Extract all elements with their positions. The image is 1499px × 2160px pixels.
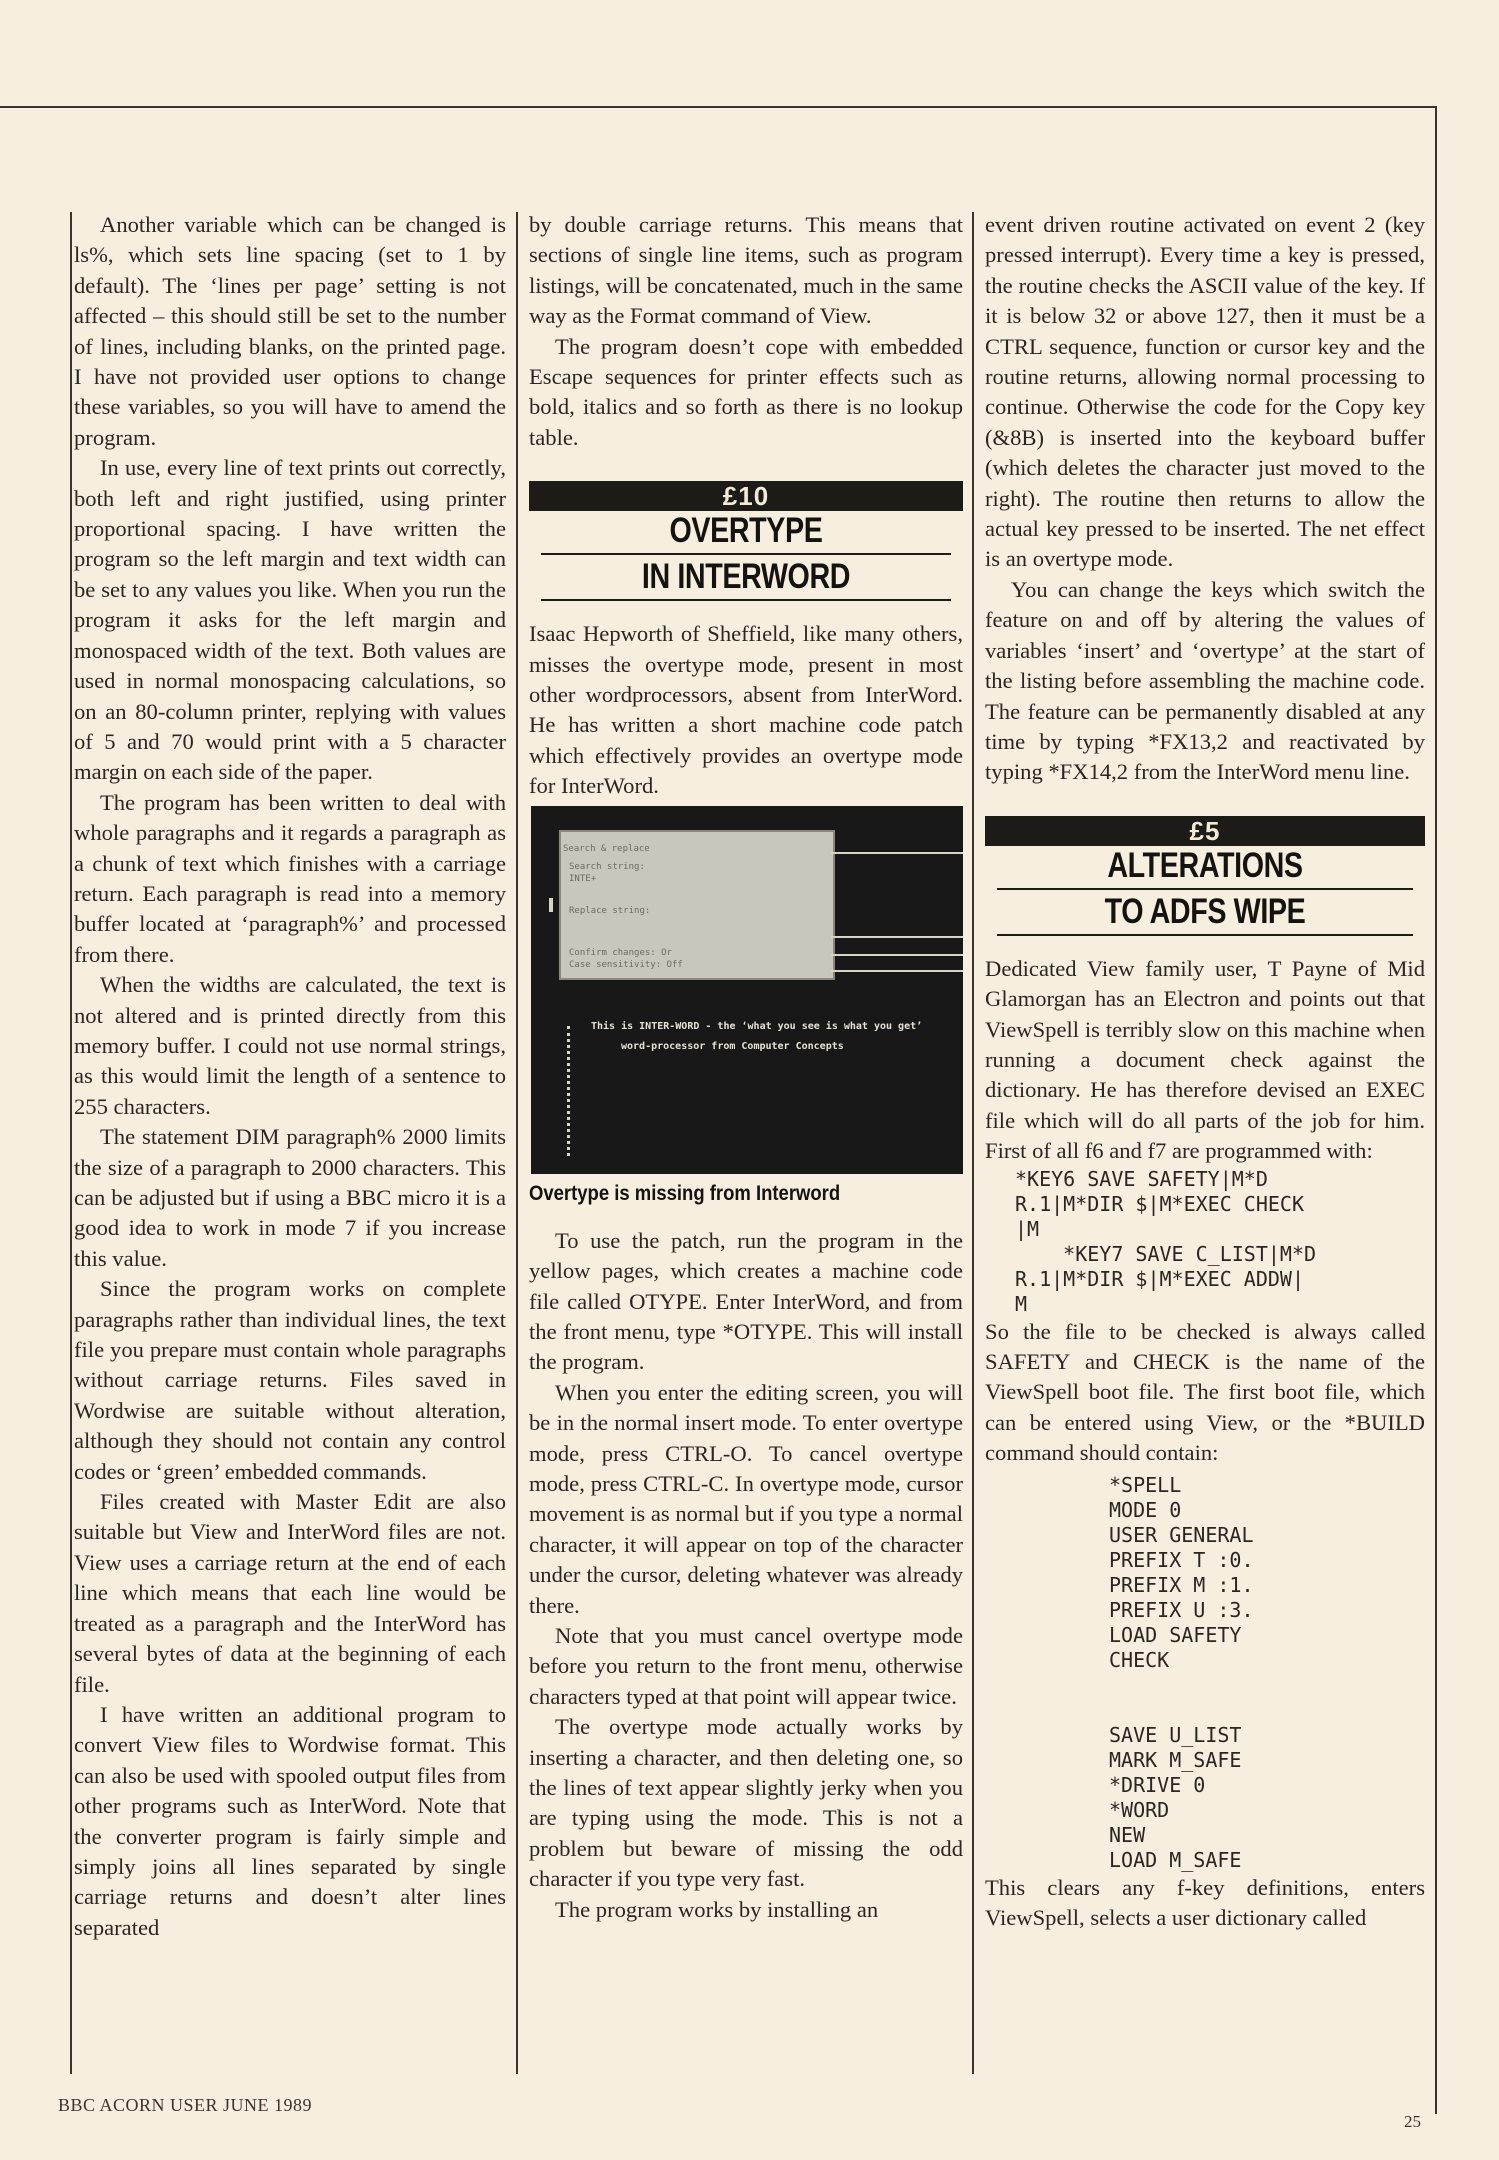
ruler-line — [831, 958, 963, 972]
paragraph: Isaac Hepworth of Sheffield, like many others, misses the overtype mode, present in most other wordprocessors, absent from InterWord. He has written a short machine code patch which effectively provides an overtype mode for InterWord. — [529, 621, 963, 799]
paragraph: The statement DIM paragraph% 2000 limits the size of a paragraph to 2000 characters. This can be adjusted but if using a BBC micro it is a good idea to work in mode 7 if you increase this value. — [74, 1124, 506, 1271]
top-rule — [0, 106, 1436, 108]
search-replace-dialog — [559, 830, 835, 980]
interword-screenshot — [531, 806, 963, 1174]
paragraph: The program works by installing an — [555, 1896, 879, 1922]
column-1 — [74, 210, 506, 1943]
exec-file-listing: *SPELL MODE 0 USER GENERAL PREFIX T :0. PREFIX M :1. PREFIX U :3. LOAD SAFETY CHECK SAVE U_LIST MARK M_SAFE *DRIVE 0 *WORD NEW LOAD M_SAFE — [1109, 1472, 1254, 1872]
search-value: INTE+ — [569, 873, 597, 884]
key6-listing: *KEY6 SAVE SAFETY|M*D R.1|M*DIR $|M*EXEC CHECK |M — [1015, 1166, 1304, 1241]
replace-label: Replace string: — [569, 905, 651, 916]
heading-divider — [541, 599, 951, 601]
ruler-line — [831, 852, 963, 854]
paragraph-markers — [567, 1026, 574, 1156]
paragraph: When the widths are calculated, the text is not altered and is printed directly from this memory buffer. I could not use normal strings, as this would limit the length of a sentence to 255 characters. — [74, 972, 506, 1119]
screen-text-line: This is INTER-WORD - the ‘what you see is what you get’ — [591, 1020, 923, 1032]
column-2 — [529, 210, 963, 1925]
paragraph: The overtype mode actually works by inserting a character, and then deleting one, so the lines of text appear slightly jerky when you are typing using the mode. This is not a problem but beware of missing the odd character if you type very fast. — [529, 1714, 963, 1892]
footer-publication: BBC ACORN USER JUNE 1989 — [58, 2095, 313, 2115]
paragraph: by double carriage returns. This means that sections of single line items, such as program listings, will be concatenated, much in the same way as the Format command of View. — [529, 212, 963, 329]
search-label: Search string: — [569, 861, 645, 872]
column-3 — [985, 210, 1425, 1933]
heading-line-1: OVERTYPE — [669, 511, 823, 551]
prize-banner: £5 — [985, 816, 1425, 846]
heading-divider — [997, 934, 1413, 936]
paragraph: event driven routine activated on event 2 (key pressed interrupt). Every time a key is pressed, the routine checks the ASCII value of the key. If it is below 32 or above 127, then it must be a CTRL sequence, function or cursor key and the routine returns, allowing normal processing to continue. Otherwise the code for the Copy key (&8B) is inserted into the keyboard buffer (which deletes the character just moved to the right). The routine then returns to allow the actual key pressed to be inserted. The net effect is an overtype mode. — [985, 212, 1425, 572]
paragraph: In use, every line of text prints out correctly, both left and right justified, using printer proportional spacing. I have written the program so the left margin and text width can be set to any values you like. When you run the program it asks for the left margin and monospaced width of the text. Both values are used in normal monospacing calculations, so on an 80-column printer, replying with values of 5 and 70 would print with a 5 character margin on each side of the paper. — [74, 455, 506, 785]
paragraph: The program has been written to deal with whole paragraphs and it regards a paragraph as a chunk of text which finishes with a carriage return. Each paragraph is read into a memory buffer located at ‘paragraph%’ and processed from there. — [74, 789, 506, 967]
heading-divider — [541, 553, 951, 555]
heading-divider — [997, 888, 1413, 890]
paragraph: So the file to be checked is always called SAFETY and CHECK is the name of the ViewSpell boot file. The first boot file, which can be entered using View, or the *BUILD command should contain: — [985, 1318, 1425, 1466]
paragraph: Dedicated View family user, T Payne of Mid Glamorgan has an Electron and points out that ViewSpell is terribly slow on this machine when running a document check against the dictionary. He has therefore devised an EXEC file which will do all parts of the job for him. First of all f6 and f7 are programmed with: — [985, 955, 1425, 1164]
prize-banner: £10 — [529, 481, 963, 511]
heading-line-2: TO ADFS WIPE — [1104, 891, 1306, 931]
key7-listing: *KEY7 SAVE C_LIST|M*D R.1|M*DIR $|M*EXEC ADDW| M — [1015, 1241, 1317, 1316]
screen-text-line: word-processor from Computer Concepts — [621, 1040, 844, 1052]
column-rule-1 — [516, 212, 518, 2074]
paragraph: Another variable which can be changed is ls%, which sets line spacing (set to 1 by default). The ‘lines per page’ setting is not affected – this should still be set to the number of lines, including blanks, on the printed page. I have not provided user options to change these variables, so you will have to amend the program. — [74, 212, 506, 450]
paragraph: This clears any f-key definitions, enters ViewSpell, selects a user dictionary called — [985, 1874, 1425, 1930]
paragraph: Files created with Master Edit are also suitable but View and InterWord files are not. View uses a carriage return at the end of each line which means that each line would be treated as a paragraph and the InterWord has several bytes of data at the beginning of each file. — [74, 1489, 506, 1697]
column-rule-left — [70, 212, 72, 2074]
paragraph: I have written an additional program to convert View files to Wordwise format. This can also be used with spooled output files from other programs such as InterWord. Note that the converter program is fairly simple and simply joins all lines separated by single carriage returns and doesn’t alter lines separated — [74, 1701, 506, 1940]
heading-line-2: IN INTERWORD — [641, 557, 851, 597]
confirm-label: Confirm changes: Or — [569, 947, 672, 958]
paragraph: When you enter the editing screen, you will be in the normal insert mode. To enter overtype mode, press CTRL-O. To cancel overtype mode, press CTRL-C. In overtype mode, cursor movement is as normal but if you type a normal character, it will appear on top of the character under the cursor, deleting whatever was already there. — [529, 1379, 963, 1618]
case-label: Case sensitivity: Off — [569, 959, 683, 970]
paragraph: To use the patch, run the program in the yellow pages, which creates a machine code file called OTYPE. Enter InterWord, and from the front menu, type *OTYPE. This will install the program. — [529, 1227, 963, 1375]
section-heading-adfs — [985, 816, 1425, 936]
dialog-title: Search & replace — [563, 843, 650, 854]
right-rule — [1435, 106, 1437, 2114]
paragraph: Since the program works on complete paragraphs rather than individual lines, the text file you prepare must contain whole paragraphs without carriage returns. Files saved in Wordwise are suitable without alteration, although they should not contain any control codes or ‘green’ embedded commands. — [74, 1276, 506, 1484]
margin-marker — [549, 898, 553, 912]
ruler-line — [831, 936, 963, 956]
paragraph: The program doesn’t cope with embedded Escape sequences for printer effects such as bold, italics and so forth as there is no lookup table. — [529, 333, 963, 450]
page-number: 25 — [1404, 2112, 1421, 2131]
paragraph: You can change the keys which switch the feature on and off by altering the values of variables ‘insert’ and ‘overtype’ at the start of the listing before assembling the machine code. The feature can be permanently disabled at any time by typing *FX13,2 and reactivated by typing *FX14,2 from the InterWord menu line. — [985, 576, 1425, 785]
column-rule-2 — [972, 212, 974, 2074]
figure-caption: Overtype is missing from Interword — [529, 1181, 841, 1205]
section-heading-overtype — [529, 481, 963, 601]
heading-line-1: ALTERATIONS — [1107, 845, 1303, 885]
paragraph: Note that you must cancel overtype mode before you return to the front menu, otherwise characters typed at that point will appear twice. — [529, 1622, 963, 1709]
